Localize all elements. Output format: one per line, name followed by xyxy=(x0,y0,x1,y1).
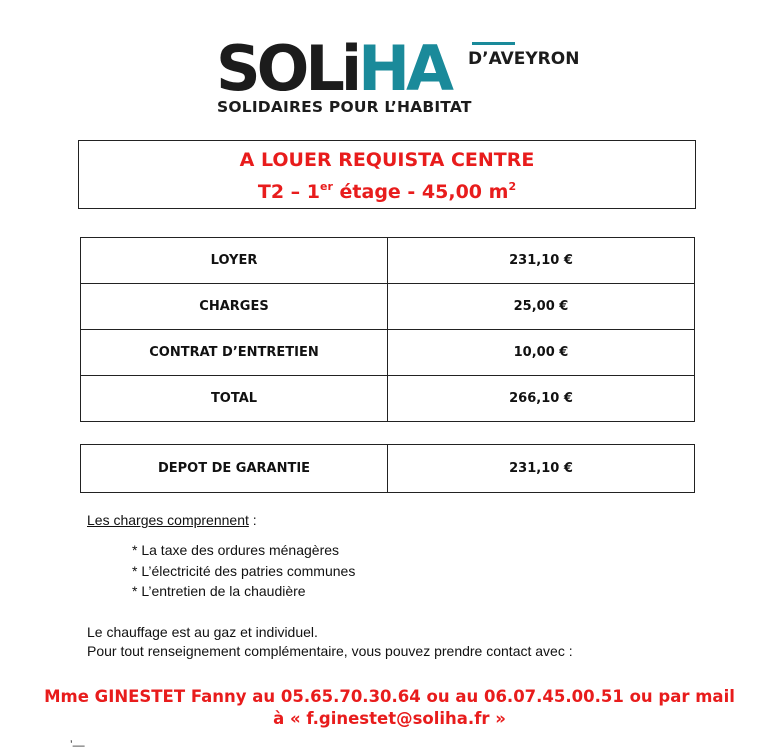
deposit-label: DEPOT DE GARANTIE xyxy=(81,445,388,493)
logo-region: D’AVEYRON xyxy=(468,49,580,69)
table-row xyxy=(81,284,695,330)
price-table xyxy=(80,237,695,422)
listing-title-box xyxy=(78,140,696,209)
table-row xyxy=(81,330,695,376)
table-row xyxy=(81,376,695,422)
price-label: CHARGES xyxy=(81,284,388,330)
soliha-logo xyxy=(216,32,596,118)
table-row xyxy=(81,238,695,284)
list-item: * L’électricité des patries communes xyxy=(132,561,355,582)
price-value: 231,10 € xyxy=(388,238,695,284)
list-item: * La taxe des ordures ménagères xyxy=(132,540,355,561)
corner-mark: ʼ— xyxy=(70,738,85,752)
deposit-table xyxy=(80,444,695,493)
contact-info xyxy=(0,686,779,730)
price-value: 10,00 € xyxy=(388,330,695,376)
deposit-value: 231,10 € xyxy=(388,445,695,493)
contact-email: à « f.ginestet@soliha.fr » xyxy=(273,709,506,728)
list-item: * L’entretien de la chaudière xyxy=(132,581,355,602)
logo-accent-bar xyxy=(472,42,515,45)
charges-list xyxy=(132,540,355,602)
price-label: CONTRAT D’ENTRETIEN xyxy=(81,330,388,376)
price-label: LOYER xyxy=(81,238,388,284)
logo-wordmark: SOLiHA xyxy=(216,32,450,105)
price-value: 25,00 € xyxy=(388,284,695,330)
listing-subtitle: T2 – 1er étage - 45,00 $m^2$ xyxy=(257,180,517,203)
logo-tagline: SOLIDAIRES POUR L’HABITAT xyxy=(217,98,472,116)
charges-heading: Les charges comprennent : xyxy=(87,512,257,528)
price-value: 266,10 € xyxy=(388,376,695,422)
table-row xyxy=(81,445,695,493)
price-label: TOTAL xyxy=(81,376,388,422)
info-text: Le chauffage est au gaz et individuel. Pour tout renseignement complémentaire, vous pouvez prendre contact avec : xyxy=(87,624,573,659)
listing-title: A LOUER REQUISTA CENTRE xyxy=(239,149,535,171)
contact-line: Mme GINESTET Fanny au 05.65.70.30.64 ou au 06.07.45.00.51 ou par mail xyxy=(44,687,735,706)
